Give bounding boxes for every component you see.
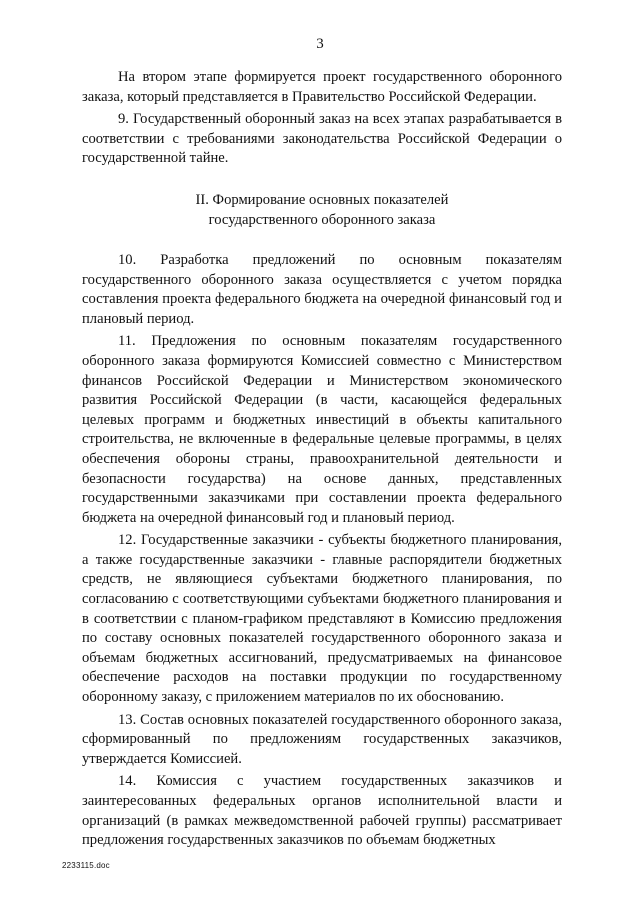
paragraph-stage-two: На втором этапе формируется проект государственного оборонного заказа, который представляется в Правительство Российской Федерации. <box>82 69 562 105</box>
paragraph-10: 10. Разработка предложений по основным показателям государственного оборонного заказа осуществляется с учетом порядка составления проекта федерального бюджета на очередной финансовый год и плановый период. <box>82 251 562 327</box>
paragraph-13: 13. Состав основных показателей государственного оборонного заказа, сформированный по предложениям государственных заказчиков, утверждается Комиссией. <box>82 711 562 767</box>
paragraph-11: 11. Предложения по основным показателям государственного оборонного заказа формируются Комиссией совместно с Министерством финансов Российской Федерации и Министерством экономического развития Российской Федерации (в части, касающейся федеральных целевых программ и бюджетных инвестиций в объекты капитального строительства, не включенные в федеральные целевые программы, в целях обеспечения обороны страны, правоохранительной деятельности и безопасности государства) на основе данных, представленных государственными заказчиками при составлении проекта федерального бюджета на очередной финансовый год и плановый период. <box>82 333 562 526</box>
section-heading-line-2: государственного оборонного заказа <box>208 211 436 228</box>
document-body <box>82 68 562 854</box>
paragraph-14: 14. Комиссия с участием государственных заказчиков и заинтересованных федеральных органов исполнительной власти и организаций (в рамках межведомственной рабочей группы) рассматривает предложения государственных заказчиков по объемам бюджетных <box>82 773 562 849</box>
paragraph-12: 12. Государственные заказчики - субъекты бюджетного планирования, а также государственные заказчики - главные распорядители бюджетных средств, не являющиеся субъектами бюджетного планирования, по согласованию с соответствующими субъектами бюджетного планирования и в соответствии с планом-графиком представляют в Комиссию предложения по составу основных показателей государственного оборонного заказа и объемам бюджетных ассигнований, предусматриваемых на финансовое обеспечение расходов на поставки продукции по государственному оборонному заказу, с приложением материалов по их обоснованию. <box>82 532 562 706</box>
section-heading-line-1: II. Формирование основных показателей <box>195 191 449 208</box>
paragraph-9: 9. Государственный оборонный заказ на всех этапах разрабатывается в соответствии с требованиями законодательства Российской Федерации о государственной тайне. <box>82 111 562 167</box>
section-heading <box>82 190 562 230</box>
footer-document-code: 2233115.doc <box>62 861 110 870</box>
page-number: 3 <box>316 36 324 52</box>
